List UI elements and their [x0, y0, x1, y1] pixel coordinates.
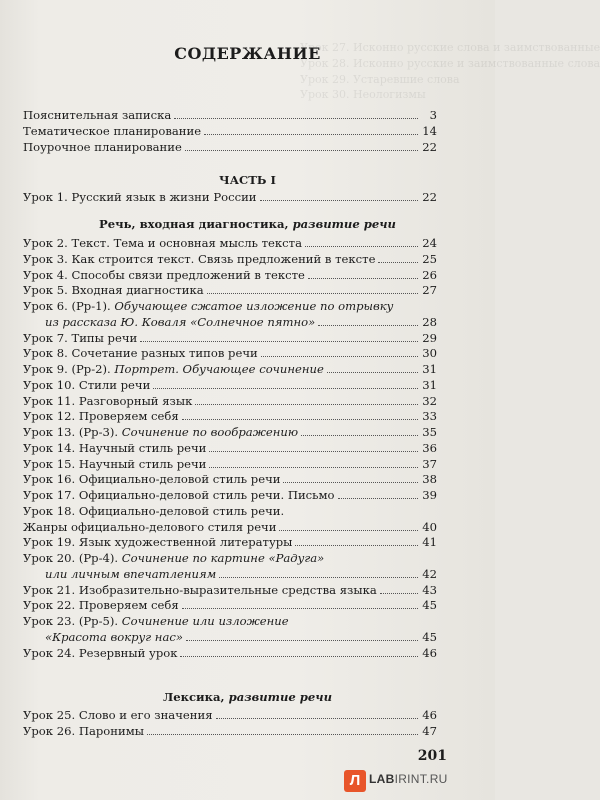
- dot-leader: [308, 269, 418, 279]
- toc-entry[interactable]: [23, 520, 437, 535]
- toc-entry[interactable]: [23, 268, 437, 283]
- dot-leader: [182, 599, 418, 609]
- toc-entry-text: Урок 10. Стили речи: [23, 377, 151, 392]
- toc-entry[interactable]: [23, 614, 437, 629]
- toc-page-number: 35: [422, 425, 437, 439]
- toc-entry-title: [23, 614, 289, 629]
- toc-entry[interactable]: [23, 488, 437, 503]
- toc-entry[interactable]: [23, 630, 437, 645]
- toc-page-number: 46: [422, 645, 437, 660]
- toc-page-number: 27: [422, 283, 437, 298]
- toc-page-number: 33: [422, 409, 437, 424]
- toc-entry-title: [23, 488, 335, 503]
- section-heading-italic: развитие речи: [228, 690, 332, 704]
- toc-page-number: 29: [422, 330, 437, 345]
- section-heading-text: Речь, входная диагностика,: [99, 217, 293, 231]
- toc-page-number: 30: [422, 346, 437, 361]
- toc-entry-title: [23, 520, 276, 535]
- section-heading: [0, 217, 495, 231]
- dot-leader: [204, 125, 418, 135]
- dot-leader: [182, 410, 418, 420]
- toc-page-number: 36: [422, 440, 437, 455]
- toc-entry-text: Урок 22. Проверяем себя: [23, 598, 179, 613]
- page-number: 201: [417, 748, 447, 764]
- toc-entry[interactable]: [23, 124, 437, 139]
- toc-entry-title: [23, 299, 393, 314]
- toc-page-number: 31: [422, 377, 437, 392]
- part-heading: ЧАСТЬ I: [219, 173, 276, 187]
- toc-entry-text: Тематическое планирование: [23, 123, 202, 138]
- toc-page-number: 38: [422, 472, 437, 487]
- toc-page-number: 39: [422, 488, 437, 502]
- dot-leader: [279, 521, 418, 531]
- toc-entry-italic-text: или личным впечатлениям: [45, 566, 217, 581]
- toc-entry-title: [23, 315, 315, 330]
- bleed-line: Урок 28. Исконно русские и заимствованные слова: [300, 56, 600, 70]
- bleed-line: Урок 30. Неологизмы: [300, 88, 426, 102]
- toc-page-number: 22: [422, 190, 437, 204]
- toc-entry-title: [23, 598, 179, 613]
- toc-entry-italic-text: Сочинение по воображению: [121, 425, 299, 439]
- toc-entry[interactable]: [23, 236, 437, 251]
- toc-page-number: 47: [422, 723, 437, 738]
- toc-entry-text: Урок 6. (Рр-1).: [23, 299, 115, 313]
- toc-entry[interactable]: [23, 346, 437, 361]
- toc-entry-text: Урок 21. Изобразительно-выразительные средства языка: [23, 582, 377, 597]
- dot-leader: [180, 647, 418, 657]
- toc-entry-title: [23, 362, 324, 377]
- toc-entry-text: Урок 15. Научный стиль речи: [23, 456, 207, 471]
- dot-leader: [209, 442, 418, 452]
- dot-leader: [318, 316, 418, 326]
- toc-entry-text: Урок 17. Официально-деловой стиль речи. Письмо: [23, 488, 335, 502]
- toc-entry-text: Урок 8. Сочетание разных типов речи: [23, 346, 258, 361]
- toc-entry[interactable]: [23, 299, 437, 314]
- toc-entry-text: Урок 2. Текст. Тема и основная мысль текста: [23, 236, 302, 250]
- toc-page-number: 45: [422, 629, 437, 644]
- dot-leader: [261, 347, 418, 357]
- toc-entry-text: Урок 25. Слово и его значения: [23, 708, 213, 722]
- toc-entry-title: [23, 472, 280, 487]
- toc-entry-title: [23, 441, 206, 456]
- dot-leader: [209, 458, 418, 468]
- toc-entry[interactable]: [23, 724, 437, 739]
- toc-entry-title: [23, 283, 204, 298]
- toc-entry[interactable]: [23, 331, 437, 346]
- toc-entry[interactable]: [23, 378, 437, 393]
- toc-entry[interactable]: [23, 283, 437, 298]
- toc-entry-text: Пояснительная записка: [23, 108, 172, 122]
- toc-entry-text: Урок 23. (Рр-5).: [23, 614, 122, 628]
- toc-page-number: 22: [422, 139, 437, 154]
- toc-entry-italic-text: Сочинение или изложение: [121, 614, 289, 628]
- page-title: СОДЕРЖАНИЕ: [174, 44, 321, 63]
- dot-leader: [153, 379, 418, 389]
- dot-leader: [185, 141, 418, 151]
- toc-entry[interactable]: [23, 457, 437, 472]
- dot-leader: [380, 584, 418, 594]
- toc-entry-text: Жанры официально-делового стиля речи: [23, 519, 277, 534]
- dot-leader: [216, 709, 418, 719]
- toc-entry-text: Урок 12. Проверяем себя: [23, 409, 179, 424]
- toc-entry-title: [23, 708, 213, 723]
- toc-entry[interactable]: [23, 362, 437, 377]
- toc-page-number: 32: [422, 393, 437, 408]
- dot-leader: [174, 109, 418, 119]
- toc-entry-text: Урок 14. Научный стиль речи: [23, 440, 207, 455]
- toc-page-number: 3: [429, 108, 437, 122]
- toc-entry[interactable]: [23, 140, 437, 155]
- toc-entry-text: Урок 9. (Рр-2).: [23, 362, 115, 376]
- toc-entry-text: Урок 1. Русский язык в жизни России: [23, 190, 257, 204]
- toc-page-number: 25: [422, 251, 437, 266]
- labirint-logo-icon: Л: [344, 770, 366, 792]
- toc-entry[interactable]: [23, 441, 437, 456]
- dot-leader: [327, 363, 418, 373]
- toc-page-number: 41: [422, 535, 437, 550]
- bleed-line: Урок 29. Устаревшие слова: [300, 72, 460, 86]
- section-heading-text: Лексика,: [163, 690, 229, 704]
- toc-entry-text: Урок 24. Резервный урок: [23, 645, 178, 660]
- toc-entry-title: [23, 124, 201, 139]
- toc-entry[interactable]: [23, 598, 437, 613]
- toc-entry-text: Поурочное планирование: [23, 139, 182, 154]
- toc-entry-title: [23, 567, 216, 582]
- dot-leader: [219, 568, 418, 578]
- section-heading: [0, 690, 495, 704]
- dot-leader: [260, 191, 418, 201]
- section-heading-italic: развитие речи: [292, 217, 396, 231]
- toc-entry-text: Урок 11. Разговорный язык: [23, 393, 193, 408]
- toc-entry-text: Урок 3. Как строится текст. Связь предложений в тексте: [23, 251, 376, 266]
- dot-leader: [295, 536, 418, 546]
- toc-entry[interactable]: [23, 315, 437, 330]
- toc-page-number: 26: [422, 267, 437, 282]
- toc-entry-title: [23, 583, 377, 598]
- toc-entry-title: [23, 190, 257, 205]
- toc-entry-text: Урок 4. Способы связи предложений в тексте: [23, 267, 305, 282]
- toc-entry[interactable]: [23, 252, 437, 267]
- toc-entry-title: [23, 457, 206, 472]
- dot-leader: [207, 284, 418, 294]
- toc-entry-text: Урок 16. Официально-деловой стиль речи: [23, 472, 281, 487]
- dot-leader: [283, 473, 418, 483]
- toc-entry[interactable]: [23, 535, 437, 550]
- toc-entry-text: Урок 18. Официально-деловой стиль речи.: [23, 503, 285, 518]
- toc-page-number: 37: [422, 456, 437, 471]
- toc-page-number: 46: [422, 708, 437, 722]
- toc-entry-title: [23, 425, 298, 440]
- toc-page-number: 42: [422, 566, 437, 581]
- toc-entry-italic-text: Обучающее сжатое изложение по отрывку: [114, 299, 394, 313]
- toc-entry-title: [23, 394, 192, 409]
- dot-leader: [338, 489, 419, 499]
- toc-entry[interactable]: [23, 394, 437, 409]
- watermark: LABIRINT.RU: [369, 772, 448, 786]
- toc-entry-text: Урок 26. Паронимы: [23, 723, 144, 738]
- toc-entry-italic-text: Сочинение по картине «Радуга»: [121, 551, 325, 565]
- toc-entry-text: Урок 13. (Рр-3).: [23, 425, 122, 439]
- dot-leader: [147, 725, 418, 735]
- toc-entry-italic-text: «Красота вокруг нас»: [45, 629, 183, 644]
- toc-entry-title: [23, 331, 137, 346]
- dot-leader: [195, 395, 418, 405]
- toc-page-number: 45: [422, 598, 437, 613]
- toc-page-number: 40: [422, 519, 437, 534]
- toc-entry-title: [23, 630, 183, 645]
- toc-entry[interactable]: [23, 472, 437, 487]
- toc-entry-title: [23, 551, 324, 566]
- toc-entry-italic-text: из рассказа Ю. Коваля «Солнечное пятно»: [45, 314, 316, 329]
- toc-entry-text: Урок 5. Входная диагностика: [23, 283, 204, 298]
- toc-entry-title: [23, 268, 305, 283]
- toc-entry[interactable]: [23, 708, 437, 723]
- toc-entry-title: [23, 409, 179, 424]
- dot-leader: [378, 253, 418, 263]
- toc-entry-title: [23, 346, 258, 361]
- toc-page-number: 43: [422, 582, 437, 597]
- toc-entry[interactable]: [23, 551, 437, 566]
- toc-page-number: 24: [422, 236, 437, 250]
- dot-leader: [301, 426, 418, 436]
- toc-entry-title: [23, 108, 171, 123]
- toc-entry-title: [23, 236, 302, 251]
- toc-entry-title: [23, 378, 150, 393]
- toc-entry-title: [23, 724, 144, 739]
- dot-leader: [305, 237, 418, 247]
- toc-entry[interactable]: [23, 646, 437, 661]
- toc-entry-title: [23, 504, 284, 519]
- toc-entry[interactable]: [23, 425, 437, 440]
- toc-entry-text: Урок 7. Типы речи: [23, 330, 138, 345]
- dot-leader: [140, 332, 418, 342]
- toc-entry[interactable]: [23, 108, 437, 123]
- toc-entry-title: [23, 140, 182, 155]
- toc-entry-title: [23, 535, 292, 550]
- dot-leader: [186, 631, 418, 641]
- toc-entry[interactable]: [23, 504, 437, 519]
- toc-entry-text: Урок 19. Язык художественной литературы: [23, 535, 293, 550]
- toc-page-number: 31: [422, 362, 437, 376]
- toc-entry[interactable]: [23, 409, 437, 424]
- toc-entry-title: [23, 646, 177, 661]
- toc-entry[interactable]: [23, 567, 437, 582]
- toc-entry-italic-text: Портрет. Обучающее сочинение: [114, 362, 324, 376]
- toc-entry[interactable]: [23, 583, 437, 598]
- toc-page-number: 14: [422, 123, 437, 138]
- toc-entry[interactable]: [23, 190, 437, 205]
- toc-entry-text: Урок 20. (Рр-4).: [23, 551, 122, 565]
- toc-entry-title: [23, 252, 375, 267]
- toc-page-number: 28: [422, 314, 437, 329]
- bleed-line: Урок 27. Исконно русские слова и заимствованные: [300, 41, 600, 54]
